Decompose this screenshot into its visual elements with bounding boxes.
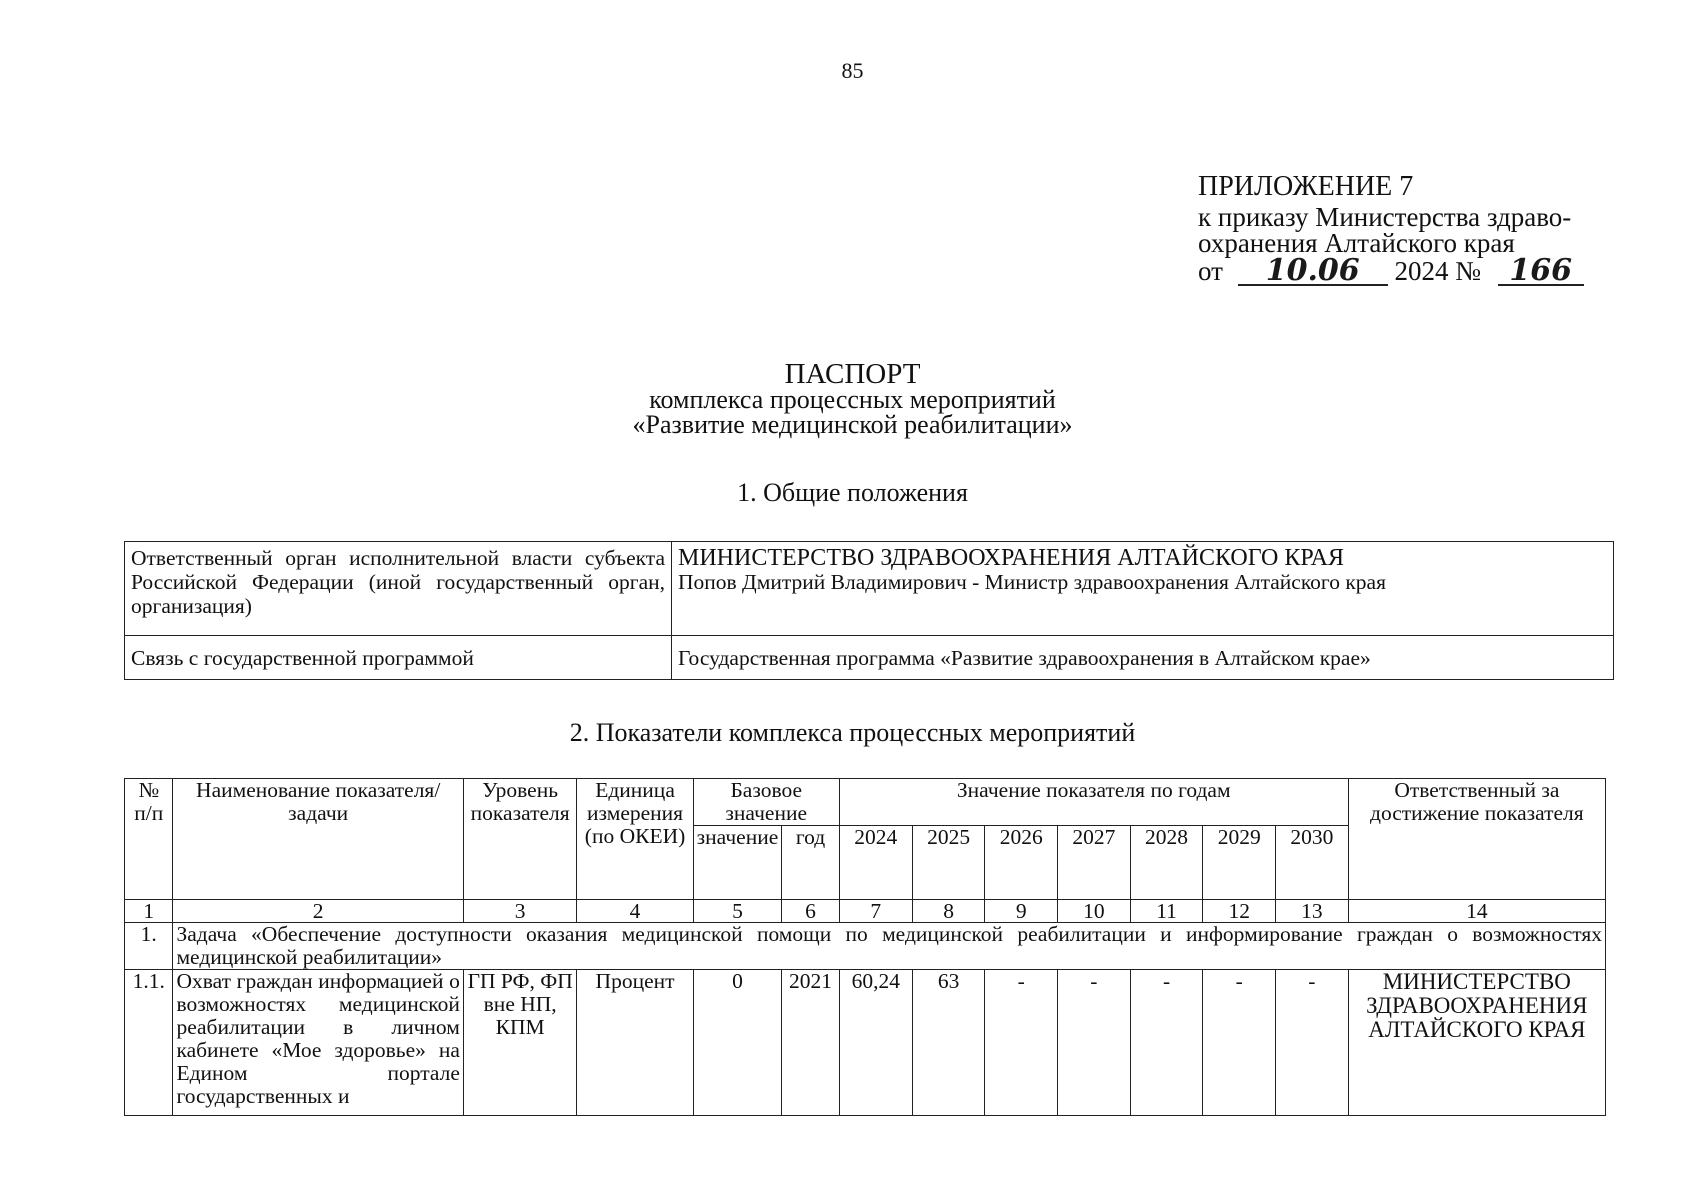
column-number: 4 xyxy=(577,900,693,923)
header-num: № п/п xyxy=(125,779,173,900)
appendix-prefix: от xyxy=(1198,256,1223,286)
header-year: 2029 xyxy=(1203,826,1276,900)
appendix-date-line xyxy=(1198,253,1638,294)
column-number: 13 xyxy=(1276,900,1349,923)
appendix-block xyxy=(1198,171,1638,294)
passport-title: ПАСПОРТ xyxy=(784,358,921,390)
header-row xyxy=(125,779,1606,826)
section-2-heading: 2. Показатели комплекса процессных мероприятий xyxy=(569,718,1136,747)
passport-subtitle-2: «Развитие медицинской реабилитации» xyxy=(632,410,1073,439)
task-number: 1. xyxy=(125,923,173,970)
indicator-value-2025: 63 xyxy=(912,970,985,1116)
section-1-heading: 1. Общие положения xyxy=(737,478,968,507)
row-value xyxy=(672,542,1614,636)
general-provisions-table xyxy=(124,541,1614,680)
indicator-value-2027: - xyxy=(1058,970,1131,1116)
row-label: Связь с государственной программой xyxy=(125,636,672,680)
indicator-unit: Процент xyxy=(577,970,693,1116)
column-number: 12 xyxy=(1203,900,1276,923)
indicator-value-2026: - xyxy=(985,970,1058,1116)
handwritten-date: 10.06 xyxy=(1238,258,1388,286)
indicator-responsible: МИНИСТЕРСТВО ЗДРАВООХРАНЕНИЯ АЛТАЙСКОГО КРАЯ xyxy=(1348,970,1605,1116)
responsible-person: Попов Дмитрий Владимирович - Министр здравоохранения Алтайского края xyxy=(678,570,1386,594)
column-number: 10 xyxy=(1058,900,1131,923)
table-row xyxy=(125,542,1614,636)
indicator-value-2029: - xyxy=(1203,970,1276,1116)
column-number: 1 xyxy=(125,900,173,923)
appendix-title: ПРИЛОЖЕНИЕ 7 xyxy=(1198,171,1414,202)
header-year: 2024 xyxy=(839,826,912,900)
header-level: Уровень показателя xyxy=(463,779,577,900)
header-year: 2030 xyxy=(1276,826,1349,900)
header-year: 2025 xyxy=(912,826,985,900)
task-text: Задача «Обеспечение доступности оказания медицинской помощи по медицинской реабилитации и информирование граждан о возможностях медицинской реабилитации» xyxy=(173,923,1606,970)
page-number: 85 xyxy=(841,58,864,83)
header-by-years: Значение показателя по годам xyxy=(839,779,1348,826)
row-value: Государственная программа «Развитие здравоохранения в Алтайском крае» xyxy=(672,636,1614,680)
indicator-base-value: 0 xyxy=(693,970,782,1116)
column-number: 8 xyxy=(912,900,985,923)
indicator-base-year: 2021 xyxy=(782,970,840,1116)
passport-title-block xyxy=(0,358,1705,439)
task-row xyxy=(125,923,1606,970)
column-number: 7 xyxy=(839,900,912,923)
header-responsible: Ответственный за достижение показателя xyxy=(1348,779,1605,900)
header-base-year: год xyxy=(782,826,840,900)
header-year: 2027 xyxy=(1058,826,1131,900)
indicator-value-2024: 60,24 xyxy=(839,970,912,1116)
column-number: 9 xyxy=(985,900,1058,923)
table-row xyxy=(125,636,1614,680)
column-number: 5 xyxy=(693,900,782,923)
header-year: 2028 xyxy=(1130,826,1203,900)
handwritten-order-number: 166 xyxy=(1498,258,1584,286)
appendix-line-2: охранения Алтайского края xyxy=(1198,228,1515,258)
indicator-value-2030: - xyxy=(1276,970,1349,1116)
header-name: Наименование показателя/задачи xyxy=(173,779,463,900)
appendix-year: 2024 № xyxy=(1394,256,1481,286)
row-label: Ответственный орган исполнительной власти субъекта Российской Федерации (иной государственный орган, организация) xyxy=(125,542,672,636)
table-row xyxy=(125,970,1606,1116)
header-unit: Единица измерения (по ОКЕИ) xyxy=(577,779,693,900)
header-base-value: значение xyxy=(693,826,782,900)
column-number-row xyxy=(125,900,1606,923)
column-number: 14 xyxy=(1348,900,1605,923)
passport-subtitle-1: комплекса процессных мероприятий xyxy=(649,385,1056,414)
column-number: 3 xyxy=(463,900,577,923)
indicator-number: 1.1. xyxy=(125,970,173,1116)
column-number: 11 xyxy=(1130,900,1203,923)
column-number: 6 xyxy=(782,900,840,923)
header-year: 2026 xyxy=(985,826,1058,900)
responsible-organization: МИНИСТЕРСТВО ЗДРАВООХРАНЕНИЯ АЛТАЙСКОГО КРАЯ xyxy=(678,545,1344,571)
indicator-name: Охват граждан информацией о возможностях медицинской реабилитации в личном кабинете «Мое здоровье» на Едином портале государственных и xyxy=(173,970,463,1116)
indicator-level: ГП РФ, ФП вне НП, КПМ xyxy=(463,970,577,1116)
column-number: 2 xyxy=(173,900,463,923)
indicators-table xyxy=(124,778,1606,1116)
header-base: Базовое значение xyxy=(693,779,839,826)
indicator-value-2028: - xyxy=(1130,970,1203,1116)
appendix-line-1: к приказу Министерства здраво- xyxy=(1198,202,1572,232)
